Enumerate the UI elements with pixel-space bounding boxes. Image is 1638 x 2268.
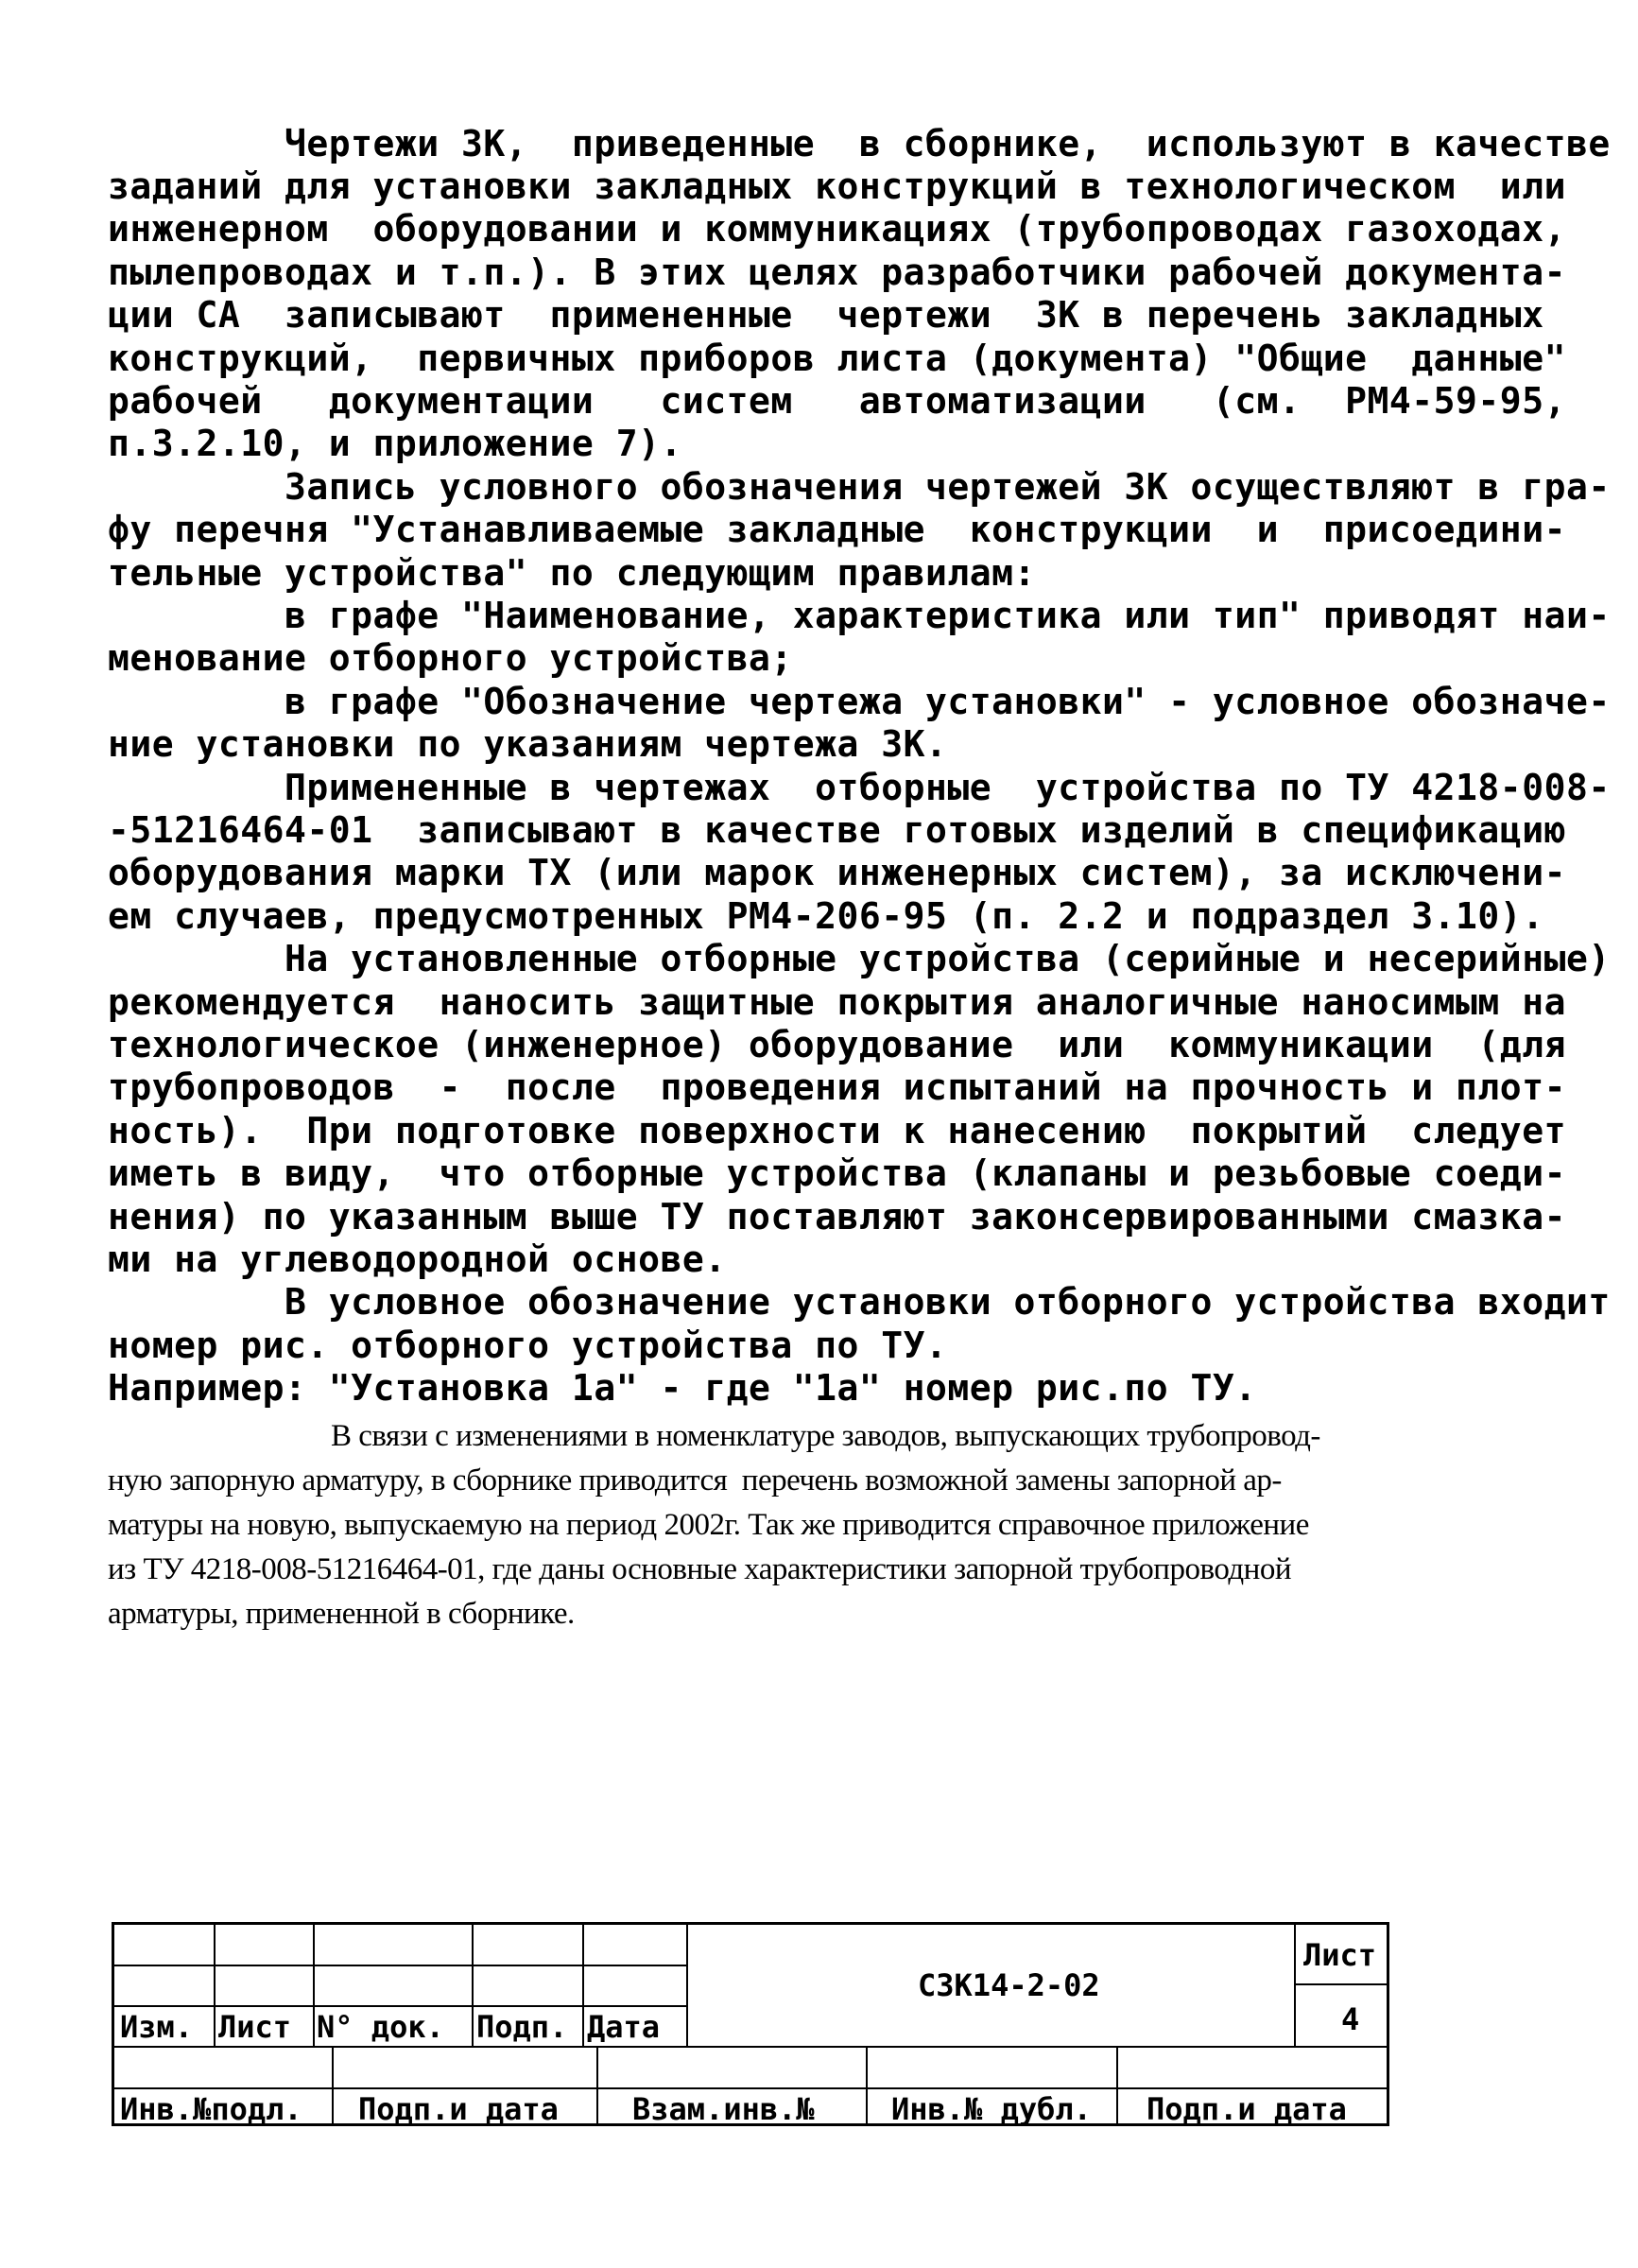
title-block xyxy=(112,1922,1389,2126)
text-line: технологическое (инженерное) оборудование или коммуникации (для xyxy=(108,1024,1566,1065)
vzam-inv-label: Взам.инв.№ xyxy=(632,2091,815,2127)
column-label-podp: Подп. xyxy=(476,2009,568,2045)
text-line: ем случаев, предусмотренных РМ4-206-95 (п. 2.2 и подраздел 3.10). xyxy=(108,895,1544,937)
text-line: оборудования марки ТХ (или марок инженерных систем), за исключени- xyxy=(108,852,1566,893)
text-line: ность). При подготовке поверхности к нанесению покрытий следует xyxy=(108,1110,1566,1151)
text-line: ции СА записывают примененные чертежи ЗК в перечень закладных xyxy=(108,294,1544,336)
text-line: ми на углеводородной основе. xyxy=(108,1238,727,1280)
column-label-list: Лист xyxy=(218,2009,292,2045)
text-line: конструкций, первичных приборов листа (документа) "Общие данные" xyxy=(108,338,1566,379)
sheet-number: 4 xyxy=(1341,2001,1360,2037)
text-line: нения) по указанным выше ТУ поставляют законсервированными смазка- xyxy=(108,1196,1566,1238)
document-designation: СЗК14-2-02 xyxy=(918,1967,1100,2003)
text-line: В связи с изменениями в номенклатуре заводов, выпускающих трубопровод- xyxy=(331,1419,1320,1453)
text-line: фу перечня "Устанавливаемые закладные конструкции и присоедини- xyxy=(108,509,1566,550)
text-line: На установленные отборные устройства (серийные и несерийные) xyxy=(108,938,1611,979)
text-line: инженерном оборудовании и коммуникациях (трубопроводах газоходах, xyxy=(108,208,1566,250)
inv-podl-label: Инв.№подл. xyxy=(120,2091,302,2127)
text-line: иметь в виду, что отборные устройства (клапаны и резьбовые соеди- xyxy=(108,1152,1566,1194)
text-line: пылепроводах и т.п.). В этих целях разработчики рабочей документа- xyxy=(108,251,1566,293)
text-line: Чертежи ЗК, приведенные в сборнике, используют в качестве xyxy=(108,123,1611,164)
text-line: ную запорную арматуру, в сборнике приводится перечень возможной замены запорной ар- xyxy=(108,1463,1282,1498)
inv-dubl-label: Инв.№ дубл. xyxy=(891,2091,1092,2127)
text-line: рабочей документации систем автоматизации (см. РМ4-59-95, xyxy=(108,380,1566,422)
text-line: матуры на новую, выпускаемую на период 2002г. Так же приводится справочное приложение xyxy=(108,1508,1309,1542)
text-line: номер рис. отборного устройства по ТУ. xyxy=(108,1324,948,1366)
text-line: заданий для установки закладных конструкций в технологическом или xyxy=(108,165,1566,207)
text-line: в графе "Наименование, характеристика или тип" приводят наи- xyxy=(108,595,1611,636)
text-line: п.3.2.10, и приложение 7). xyxy=(108,423,682,464)
podp-data-label-2: Подп.и дата xyxy=(1147,2091,1347,2127)
podp-data-label-1: Подп.и дата xyxy=(358,2091,559,2127)
text-line: из ТУ 4218-008-51216464-01, где даны основные характеристики запорной трубопроводной xyxy=(108,1552,1291,1586)
text-line: -51216464-01 записывают в качестве готовых изделий в спецификацию xyxy=(108,809,1566,851)
text-line: ние установки по указаниям чертежа ЗК. xyxy=(108,723,948,765)
sheet-label: Лист xyxy=(1303,1937,1377,1973)
column-label-data: Дата xyxy=(587,2009,661,2045)
text-line: в графе "Обозначение чертежа установки" - условное обозначе- xyxy=(108,681,1611,722)
text-line: В условное обозначение установки отборного устройства входит xyxy=(108,1281,1611,1323)
text-line: тельные устройства" по следующим правилам: xyxy=(108,552,1036,594)
text-line: трубопроводов - после проведения испытаний на прочность и плот- xyxy=(108,1066,1566,1108)
text-line: рекомендуется наносить защитные покрытия аналогичные наносимым на xyxy=(108,981,1566,1023)
column-label-izm: Изм. xyxy=(120,2009,194,2045)
text-line: Примененные в чертежах отборные устройства по ТУ 4218-008- xyxy=(108,767,1611,808)
text-line: Например: "Установка 1а" - где "1а" номер рис.по ТУ. xyxy=(108,1367,1257,1409)
column-label-doc: N° док. xyxy=(317,2009,444,2045)
text-line: Запись условного обозначения чертежей ЗК осуществляют в гра- xyxy=(108,466,1611,508)
text-line: менование отборного устройства; xyxy=(108,637,793,679)
text-line: арматуры, примененной в сборнике. xyxy=(108,1597,575,1631)
